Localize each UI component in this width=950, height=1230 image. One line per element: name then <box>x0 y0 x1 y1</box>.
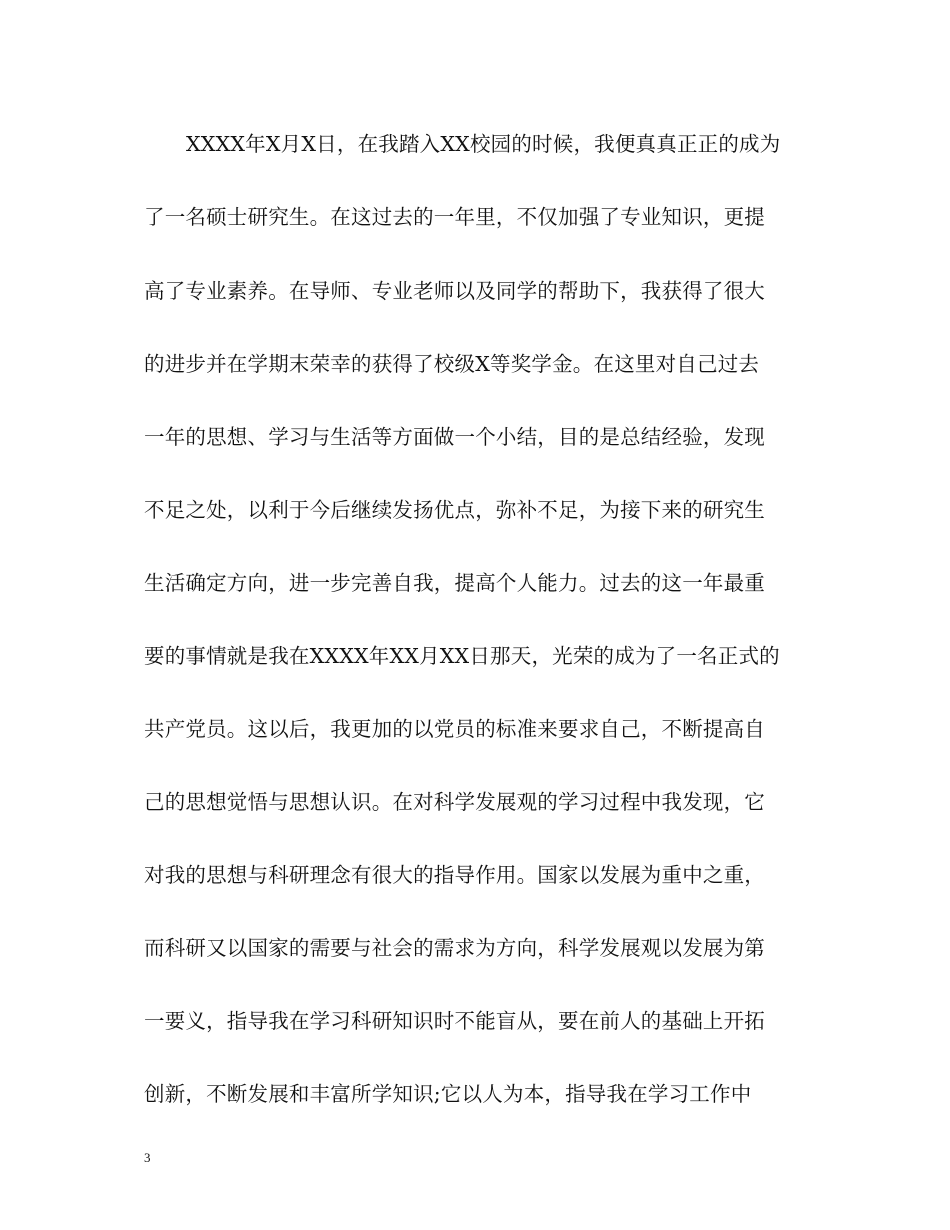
text-line: 对我的思想与科研理念有很大的指导作用。国家以发展为重中之重， <box>144 863 765 887</box>
text-line: 己的思想觉悟与思想认识。在对科学发展观的学习过程中我发现，它 <box>144 790 765 814</box>
text-line: XXXX年X月X日，在我踏入XX校园的时候，我便真真正正的成为 <box>186 132 781 156</box>
text-line: 而科研又以国家的需要与社会的需求为方向，科学发展观以发展为第 <box>144 936 765 960</box>
text-line: 一年的思想、学习与生活等方面做一个小结，目的是总结经验，发现 <box>144 425 765 449</box>
text-line: 生活确定方向，进一步完善自我，提高个人能力。过去的这一年最重 <box>144 571 765 595</box>
text-line: 创新，不断发展和丰富所学知识;它以人为本，指导我在学习工作中 <box>144 1082 752 1106</box>
text-line: 不足之处，以利于今后继续发扬优点，弥补不足，为接下来的研究生 <box>144 498 765 522</box>
page-number: 3 <box>144 1150 151 1165</box>
text-line: 高了专业素养。在导师、专业老师以及同学的帮助下，我获得了很大 <box>144 279 765 303</box>
text-line: 一要义，指导我在学习科研知识时不能盲从，要在前人的基础上开拓 <box>144 1009 765 1033</box>
text-line: 了一名硕士研究生。在这过去的一年里，不仅加强了专业知识，更提 <box>144 205 765 229</box>
text-line: 共产党员。这以后，我更加的以党员的标准来要求自己，不断提高自 <box>144 717 765 741</box>
text-line: 要的事情就是我在XXXX年XX月XX日那天，光荣的成为了一名正式的 <box>144 644 780 668</box>
text-line: 的进步并在学期末荣幸的获得了校级X等奖学金。在这里对自己过去 <box>144 352 760 376</box>
